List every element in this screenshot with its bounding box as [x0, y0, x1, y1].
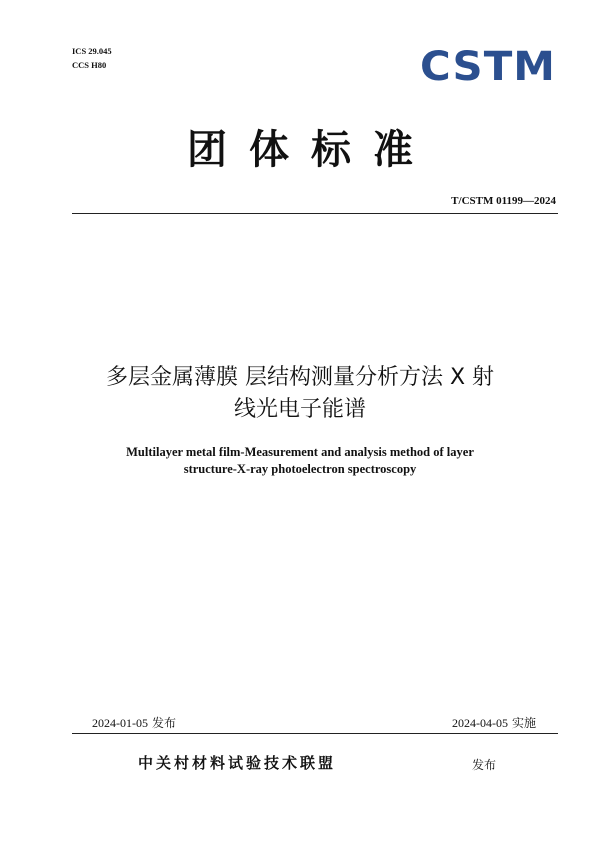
ccs-code: CCS H80: [72, 60, 107, 70]
ics-code: ICS 29.045: [72, 46, 112, 56]
title-cn-line-1: 多层金属薄膜 层结构测量分析方法 X 射: [105, 365, 495, 390]
logo-text: CSTM: [420, 44, 556, 86]
title-en-line-2: structure-X-ray photoelectron spectroscopy: [183, 462, 417, 476]
implement-date-value: 2024-04-05: [451, 716, 508, 730]
top-divider: [72, 213, 558, 214]
classification-codes: [72, 44, 112, 72]
title-chinese: [40, 362, 560, 426]
title-english: [90, 444, 510, 478]
bottom-divider: [72, 733, 558, 734]
publisher-name: 中关村材料试验技术联盟: [138, 754, 337, 772]
standard-number: T/CSTM 01199—2024: [451, 195, 556, 207]
implement-date: [452, 714, 536, 731]
issue-label: 发布: [152, 716, 177, 730]
issue-date: [92, 714, 176, 731]
title-en-line-1: Multilayer metal film-Measurement and analysis method of layer: [126, 445, 474, 459]
cstm-logo: [418, 44, 558, 86]
title-cn-line-2: 线光电子能谱: [233, 397, 366, 422]
publisher-label: 发布: [472, 758, 497, 772]
implement-label: 实施: [511, 716, 536, 730]
issue-date-value: 2024-01-05: [92, 716, 148, 730]
standard-type-heading: 团体标准: [187, 127, 435, 173]
